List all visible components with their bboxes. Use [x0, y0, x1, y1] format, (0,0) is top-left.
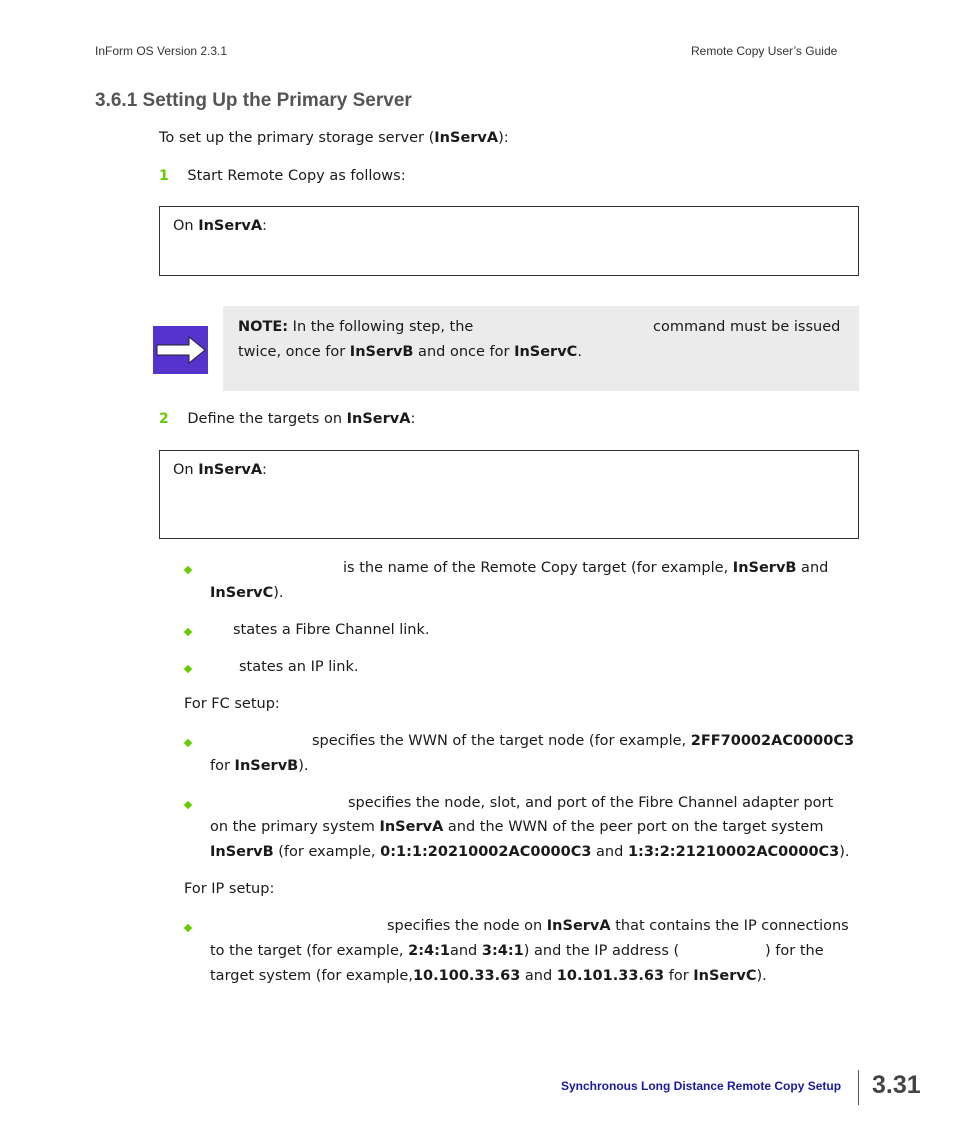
- diamond-bullet-icon: [184, 924, 192, 932]
- bullet-target-name-line-2: InServC).: [210, 585, 284, 601]
- step-number: 1: [159, 168, 169, 184]
- note-callout: [223, 306, 859, 391]
- note-line-1-end: command must be issued: [653, 319, 841, 335]
- bullet-ip-line-1: specifies the node on InServA that contains the IP connections: [387, 918, 849, 934]
- bullet-port-line-3: InServB (for example, 0:1:1:20210002AC0000C3 and 1:3:2:21210002AC0000C3).: [210, 844, 850, 860]
- command-box-1: [159, 206, 859, 276]
- bullet-port-line-2: on the primary system InServA and the WWN of the peer port on the target system: [210, 819, 824, 835]
- step-1: 1 Start Remote Copy as follows:: [159, 168, 406, 184]
- bullet-ip-line-3: target system (for example,10.100.33.63 and 10.101.33.63 for InServC).: [210, 968, 767, 984]
- bullet-ip-line-2-end: ) for the: [765, 943, 824, 959]
- bullet-port-line-1: specifies the node, slot, and port of the Fibre Channel adapter port: [348, 795, 834, 811]
- header-version: InForm OS Version 2.3.1: [95, 44, 228, 58]
- note-line-2: twice, once for InServB and once for InServC.: [238, 344, 582, 360]
- note-line-1: NOTE: In the following step, the: [238, 319, 474, 335]
- command-box-label: On InServA:: [173, 218, 267, 234]
- bullet-ip-link: states an IP link.: [239, 659, 359, 675]
- footer-chapter-title: Synchronous Long Distance Remote Copy Setup: [561, 1079, 842, 1093]
- diamond-bullet-icon: [184, 739, 192, 747]
- ip-setup-heading: For IP setup:: [184, 881, 275, 897]
- page-number: 3.31: [872, 1071, 921, 1099]
- bullet-wwn-line-1: specifies the WWN of the target node (for example, 2FF70002AC0000C3: [312, 733, 855, 749]
- diamond-bullet-icon: [184, 665, 192, 673]
- intro-text: To set up the primary storage server (InServA):: [159, 130, 509, 146]
- step-number: 2: [159, 411, 169, 427]
- bullet-fc-link: states a Fibre Channel link.: [233, 622, 430, 638]
- footer-divider: [858, 1070, 859, 1105]
- fc-setup-heading: For FC setup:: [184, 696, 280, 712]
- bullet-target-name-line-1: is the name of the Remote Copy target (for example, InServB and: [343, 560, 829, 576]
- bullet-ip-line-2: to the target (for example, 2:4:1and 3:4:1) and the IP address (: [210, 943, 680, 959]
- diamond-bullet-icon: [184, 801, 192, 809]
- right-arrow-icon: [153, 326, 208, 374]
- header-guide-title: Remote Copy User’s Guide: [691, 44, 838, 58]
- bullet-wwn-line-2: for InServB).: [210, 758, 309, 774]
- diamond-bullet-icon: [184, 566, 192, 574]
- step-2: 2 Define the targets on InServA:: [159, 411, 416, 427]
- diamond-bullet-icon: [184, 628, 192, 636]
- section-title: 3.6.1 Setting Up the Primary Server: [95, 90, 412, 111]
- command-box-label: On InServA:: [173, 462, 267, 478]
- command-box-2: [159, 450, 859, 539]
